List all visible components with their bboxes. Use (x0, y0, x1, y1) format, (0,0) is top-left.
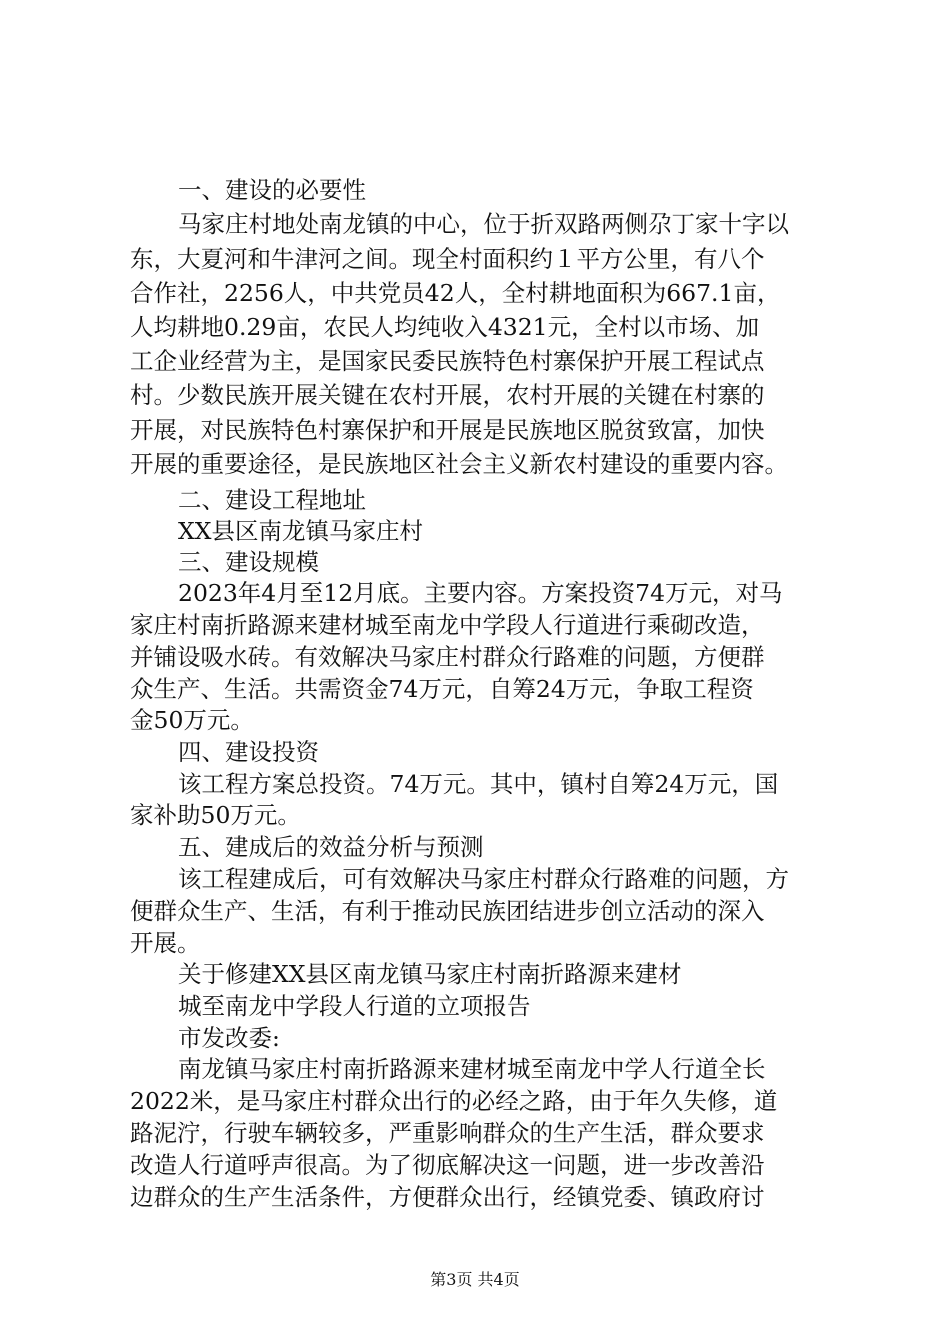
report-addressee: 市发改委: (178, 1024, 280, 1052)
paragraph-line: 开展，对民族特色村寨保护和开展是民族地区脱贫致富，加快 (130, 416, 765, 444)
paragraph-line: 2022米，是马家庄村群众出行的必经之路，由于年久失修，道 (130, 1087, 778, 1115)
report-title-line: 关于修建XX县区南龙镇马家庄村南折路源来建材 (178, 960, 682, 988)
paragraph-line: 改造人行道呼声很高。为了彻底解决这一问题，进一步改善沿 (130, 1151, 765, 1179)
paragraph-line: 家庄村南折路源来建材城至南龙中学段人行道进行乘砌改造， (130, 611, 765, 639)
paragraph-line: 人均耕地0.29亩，农民人均纯收入4321元，全村以市场、加 (130, 313, 760, 341)
paragraph-line: 边群众的生产生活条件，方便群众出行，经镇党委、镇政府讨 (130, 1183, 765, 1211)
paragraph-line: 合作社，2256人，中共党员42人，全村耕地面积为667.1亩， (130, 279, 781, 307)
paragraph-line: 2023年4月至12月底。主要内容。方案投资74万元，对马 (178, 579, 783, 607)
section-heading-location: 二、建设工程地址 (178, 486, 366, 514)
section-heading-scale: 三、建设规模 (178, 548, 319, 576)
paragraph-line: 路泥泞，行驶车辆较多，严重影响群众的生产生活，群众要求 (130, 1119, 765, 1147)
paragraph-line: 开展的重要途径，是民族地区社会主义新农村建设的重要内容。 (130, 450, 788, 478)
paragraph-line: 该工程建成后，可有效解决马家庄村群众行路难的问题，方 (178, 865, 789, 893)
paragraph-line: 便群众生产、生活，有利于推动民族团结进步创立活动的深入 (130, 897, 765, 925)
paragraph-line: 南龙镇马家庄村南折路源来建材城至南龙中学人行道全长 (178, 1055, 766, 1083)
section-heading-investment: 四、建设投资 (178, 738, 319, 766)
section-heading-benefit: 五、建成后的效益分析与预测 (178, 833, 484, 861)
paragraph-line: XX县区南龙镇马家庄村 (178, 517, 423, 545)
paragraph-line: 工企业经营为主，是国家民委民族特色村寨保护开展工程试点 (130, 347, 765, 375)
page-footer: 第3页 共4页 (430, 1270, 520, 1289)
paragraph-line: 马家庄村地处南龙镇的中心，位于折双路两侧尕丁家十字以 (178, 210, 789, 238)
section-heading-necessity: 一、建设的必要性 (178, 176, 366, 204)
paragraph-line: 该工程方案总投资。74万元。其中，镇村自筹24万元，国 (178, 770, 779, 798)
report-title-line: 城至南龙中学段人行道的立项报告 (178, 992, 531, 1020)
paragraph-line: 众生产、生活。共需资金74万元，自筹24万元，争取工程资 (130, 675, 754, 703)
paragraph-line: 东，大夏河和牛津河之间。现全村面积约１平方公里，有八个 (130, 245, 765, 273)
paragraph-line: 金50万元。 (130, 706, 254, 734)
paragraph-line: 家补助50万元。 (130, 801, 301, 829)
paragraph-line: 并铺设吸水砖。有效解决马家庄村群众行路难的问题，方便群 (130, 643, 765, 671)
paragraph-line: 开展。 (130, 929, 201, 957)
paragraph-line: 村。少数民族开展关键在农村开展，农村开展的关键在村寨的 (130, 381, 765, 409)
